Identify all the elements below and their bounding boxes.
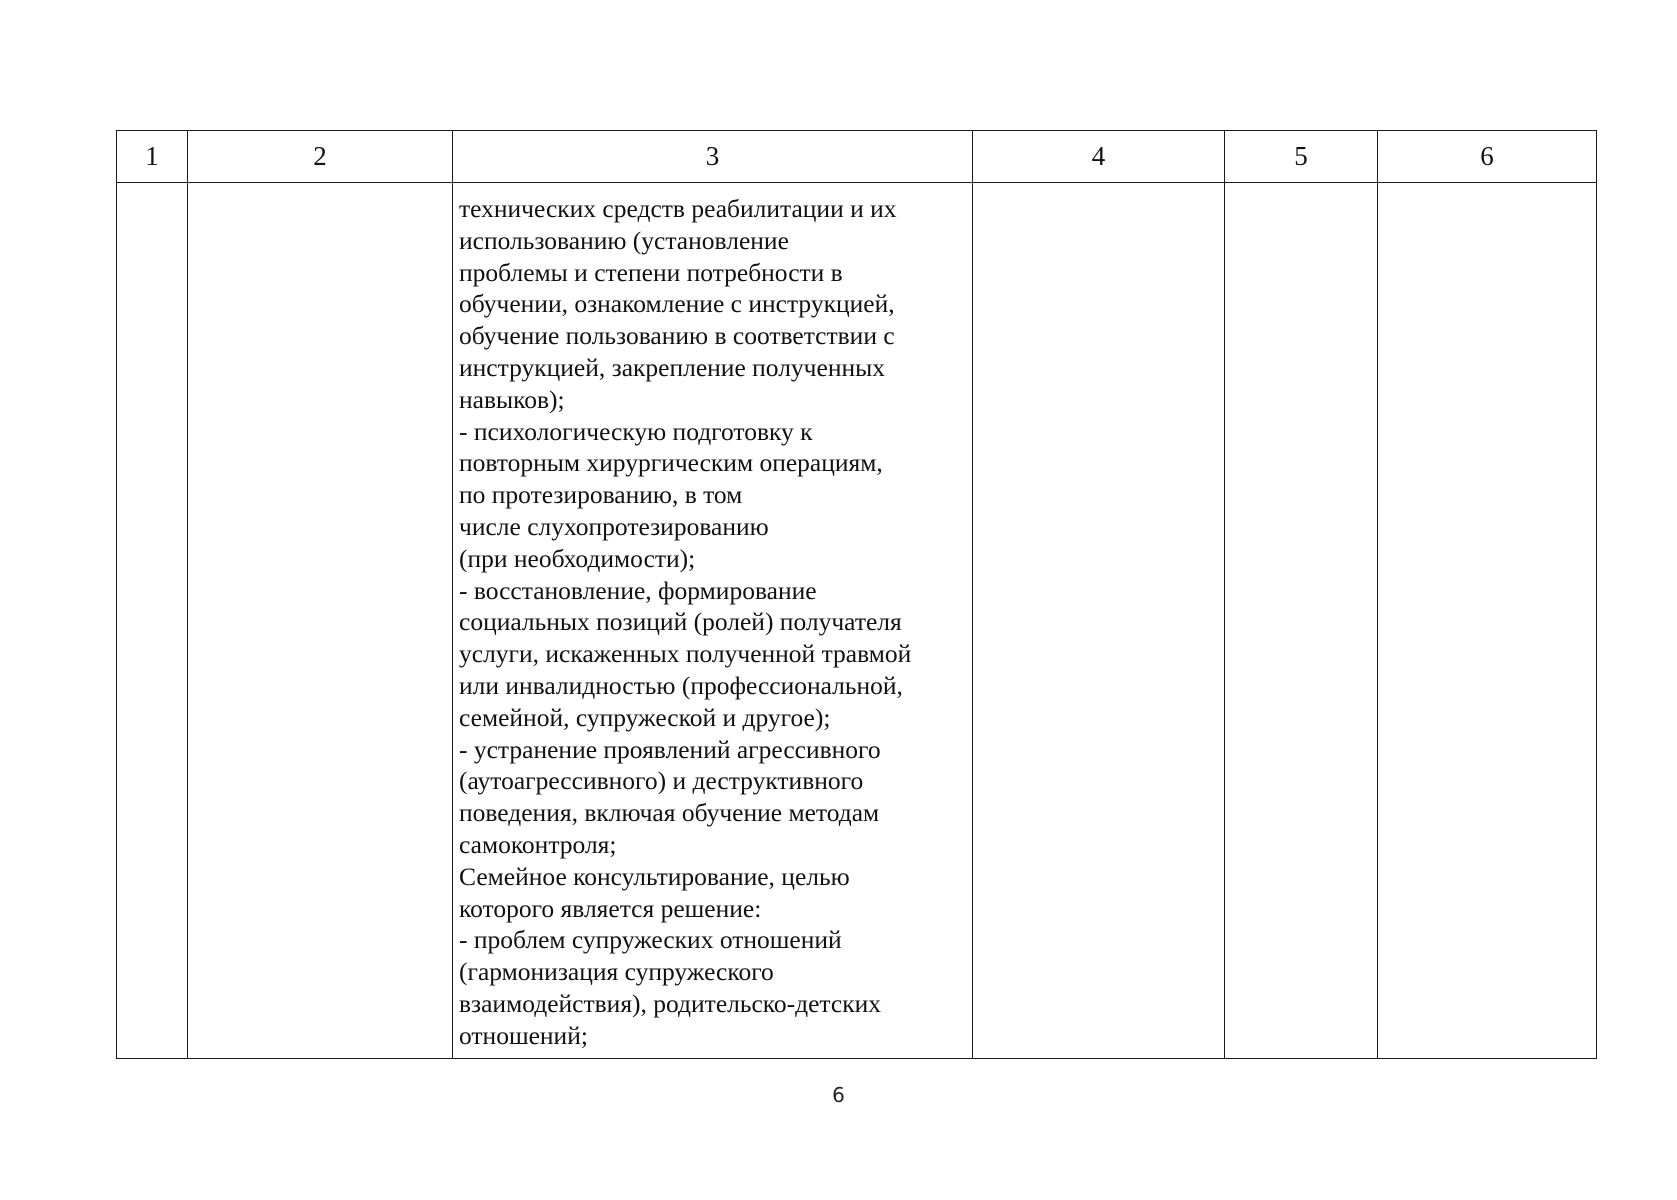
text-line: обучении, ознакомление с инструкцией, <box>459 289 895 319</box>
text-line: проблемы и степени потребности в <box>459 257 843 287</box>
text-line: услуги, искаженных полученной травмой <box>459 639 912 669</box>
header-col-3: 3 <box>453 131 973 183</box>
cell-col-4 <box>973 183 1225 1059</box>
text-line: взаимодействия), родительско-детских <box>459 988 881 1018</box>
header-col-4: 4 <box>973 131 1225 183</box>
text-line: социальных позиций (ролей) получателя <box>459 607 902 637</box>
text-line: повторным хирургическим операциям, <box>459 448 883 478</box>
text-line: или инвалидностью (профессиональной, <box>459 670 903 700</box>
text-line: по протезированию, в том <box>459 480 743 510</box>
text-line: числе слухопротезированию <box>459 511 769 541</box>
text-line: которого является решение: <box>459 893 762 923</box>
text-line: - восстановление, формирование <box>459 575 817 605</box>
cell-col-1 <box>117 183 188 1059</box>
cell-col-2 <box>188 183 453 1059</box>
cell-col-6 <box>1378 183 1597 1059</box>
text-line: навыков); <box>459 384 565 414</box>
header-col-1: 1 <box>117 131 188 183</box>
cell-col-3-text <box>453 183 972 1052</box>
cell-col-5 <box>1225 183 1378 1059</box>
cell-col-3 <box>453 183 973 1059</box>
text-line: поведения, включая обучение методам <box>459 798 880 828</box>
table-row <box>117 183 1597 1059</box>
text-line: - психологическую подготовку к <box>459 416 813 446</box>
document-table <box>116 130 1597 1059</box>
text-line: (при необходимости); <box>459 543 696 573</box>
header-col-2: 2 <box>188 131 453 183</box>
text-line: (аутоагрессивного) и деструктивного <box>459 766 864 796</box>
text-line: - устранение проявлений агрессивного <box>459 734 881 764</box>
text-line: (гармонизация супружеского <box>459 957 774 987</box>
text-line: Семейное консультирование, целью <box>459 861 850 891</box>
header-col-5: 5 <box>1225 131 1378 183</box>
text-line: инструкцией, закрепление полученных <box>459 352 886 382</box>
text-line: технических средств реабилитации и их <box>459 194 897 223</box>
text-line: обучение пользованию в соответствии с <box>459 321 895 351</box>
text-line: отношений; <box>459 1020 588 1050</box>
header-col-6: 6 <box>1378 131 1597 183</box>
page-number: 6 <box>832 1083 845 1107</box>
text-line: использованию (установление <box>459 225 789 255</box>
text-line: семейной, супружеской и другое); <box>459 702 831 732</box>
text-line: - проблем супружеских отношений <box>459 925 842 955</box>
text-line: самоконтроля; <box>459 829 617 859</box>
table-header-row <box>117 131 1597 183</box>
